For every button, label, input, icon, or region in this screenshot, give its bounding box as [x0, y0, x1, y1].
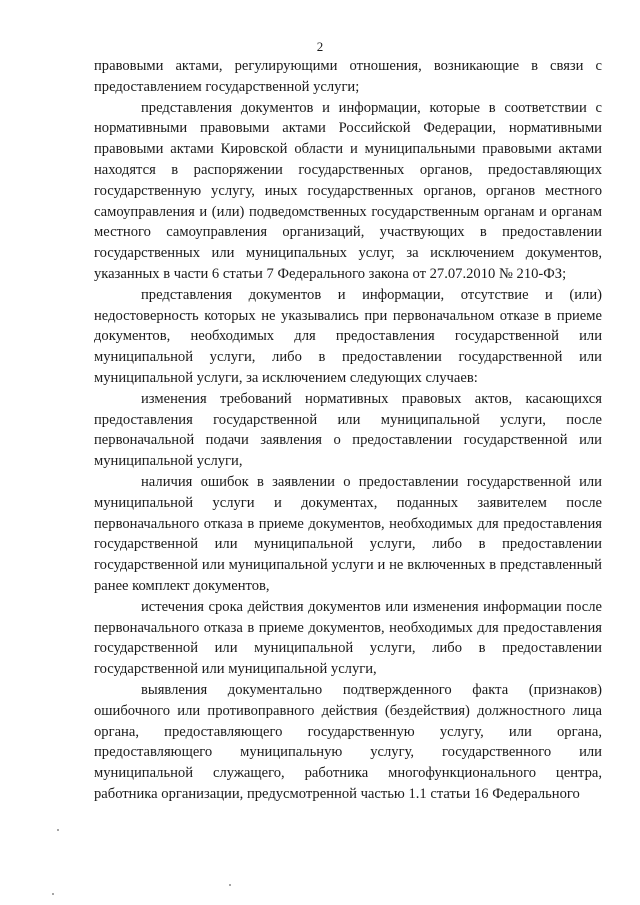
scan-speck [229, 884, 231, 886]
paragraph: истечения срока действия документов или изменения информации после первоначального отказа в приеме документов, необходимых для предоставления государственной или муниципальной услуги, либо в предоставлении государственной или муниципальной услуги, [94, 598, 602, 678]
paragraph: представления документов и информации, которые в соответствии с нормативными правовыми актами Российской Федерации, нормативными правовыми актами Кировской области и муниципальными правовыми актами находятся в распоряжении государственных органов, предоставляющих государственную услугу, иных государственных органов, органов местного самоуправления и (или) подведомственных государственным органам и органам местного самоуправления организаций, участвующих в предоставлении государственных или муниципальных услуг, за исключением документов, указанных в части 6 статьи 7 Федерального закона от 27.07.2010 № 210-ФЗ; [94, 99, 602, 282]
page-number: 2 [316, 39, 324, 54]
paragraph: выявления документально подтвержденного факта (признаков) ошибочного или противоправного действия (бездействия) должностного лица органа, предоставляющего государственную услугу, или органа, предоставляющего муниципальную услугу, государственного или муниципальной служащего, работника многофункционального центра, работника организации, предусмотренной частью 1.1 статьи 16 Федерального [94, 681, 602, 802]
document-body [94, 56, 602, 805]
paragraph: изменения требований нормативных правовых актов, касающихся предоставления государственной или муниципальной услуги, после первоначальной подачи заявления о предоставлении государственной или муниципальной услуги, [94, 390, 602, 470]
paragraph: наличия ошибок в заявлении о предоставлении государственной или муниципальной услуги и документах, поданных заявителем после первоначального отказа в приеме документов, необходимых для предоставления государственной или муниципальной услуги, либо в предоставлении государственной или муниципальной услуги и не включенных в представленный ранее комплект документов, [94, 473, 602, 594]
scan-speck [52, 893, 54, 895]
paragraph: правовыми актами, регулирующими отношения, возникающие в связи с предоставлением государственной услуги; [94, 58, 602, 95]
paragraph: представления документов и информации, отсутствие и (или) недостоверность которых не указывались при первоначальном отказе в приеме документов, необходимых для предоставления государственной или муниципальной услуги, либо в предоставлении государственной или муниципальной услуги, за исключением следующих случаев: [94, 286, 602, 386]
scan-speck [57, 829, 59, 831]
